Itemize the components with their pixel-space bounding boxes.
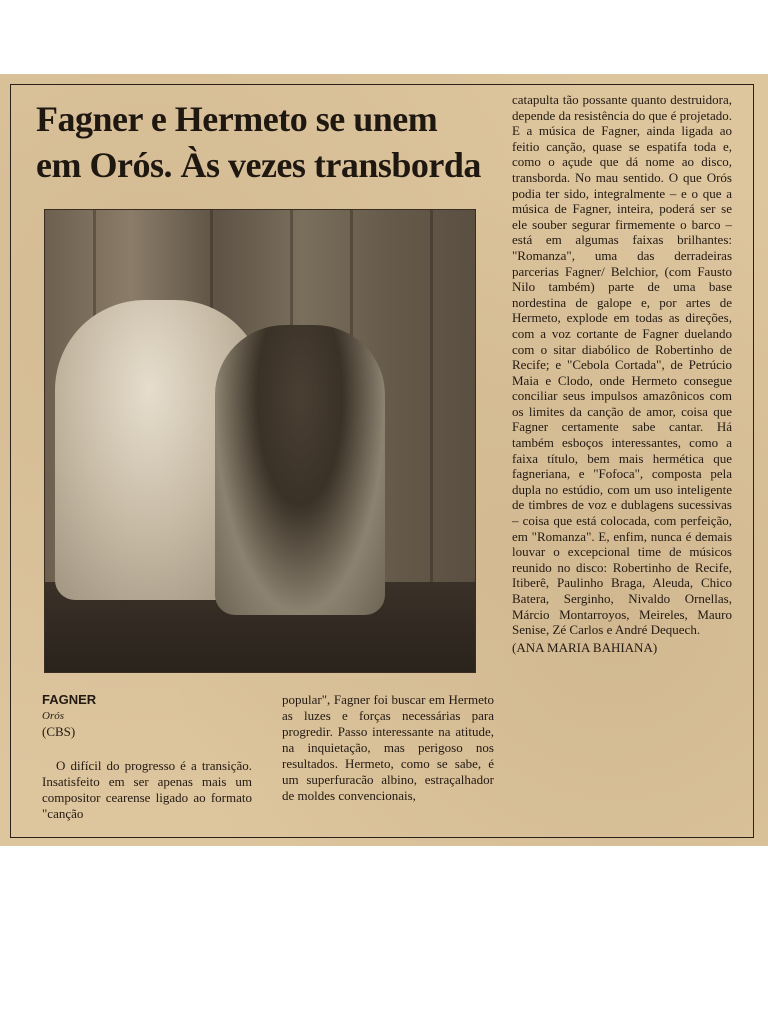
article-paragraph-2: popular", Fagner foi buscar em Hermeto as luzes e forças necessárias para progredir. Passo interessante na atitude, na inquietação, mas perigoso nos resultados. Hermeto, como se sabe, é um superfuracão albino, estraçalhador de moldes convencionais, — [282, 692, 494, 803]
review-artist: FAGNER — [42, 692, 97, 707]
article-right-column — [512, 92, 732, 655]
top-margin — [0, 0, 768, 74]
byline: (ANA MARIA BAHIANA) — [512, 639, 658, 655]
review-label: (CBS) — [42, 724, 76, 739]
photo-figure-fagner — [215, 325, 385, 615]
newspaper-clipping — [0, 74, 768, 846]
article-paragraph-1: O difícil do progresso é a transição. Insatisfeito em ser apenas mais um compositor cearense ligado ao formato "canção — [42, 758, 252, 821]
review-album: Orós — [42, 710, 65, 722]
headline-line-2: em Orós. Às vezes transborda — [36, 145, 481, 185]
headline — [36, 96, 506, 188]
photo-fagner-hermeto — [44, 209, 476, 673]
review-info — [42, 692, 262, 740]
headline-line-1: Fagner e Hermeto se unem — [36, 99, 438, 139]
bottom-margin — [0, 846, 768, 1024]
article-paragraph-3: catapulta tão possante quanto destruidora, depende da resistência do que é projetado. E a música de Fagner, ainda ligada ao feitio canção, quase se espatifa toda e, como o açude que dá nome ao disco, transborda. No mau sentido. O que Orós podia ter sido, integralmente – e o que a música de Fagner, inteira, poderá ser se ele souber segurar firmemente o barco – está em algumas faixas brilhantes: "Romanza", uma das derradeiras parcerias Fagner/ Belchior, (com Fausto Nilo também) parte de uma base nordestina de galope e, por artes de Hermeto, explode em todas as direções, com a voz cortante de Fagner duelando com o sitar diabólico de Robertinho de Recife; e "Cebola Cortada", de Petrúcio Maia e Clodo, onde Hermeto consegue conciliar seus impulsos amazônicos com os limites da canção de amor, coisa que Fagner certamente sabe cantar. Há também esboços interessantes, como a faixa título, bem mais hermética que fagneriana, e "Fofoca", composta pela dupla no estúdio, com um uso inteligente de timbres de voz e dublagens sucessivas – coisa que está colocada, com perfeição, em "Romanza". E, enfim, nunca é demais louvar o excepcional time de músicos reunido no disco: Robertinho de Recife, Itiberê, Paulinho Braga, Aleuda, Chico Batera, Serginho, Nivaldo Ornellas, Márcio Montarroyos, Meireles, Mauro Senise, Zé Carlos e André Dequech. — [512, 92, 732, 638]
